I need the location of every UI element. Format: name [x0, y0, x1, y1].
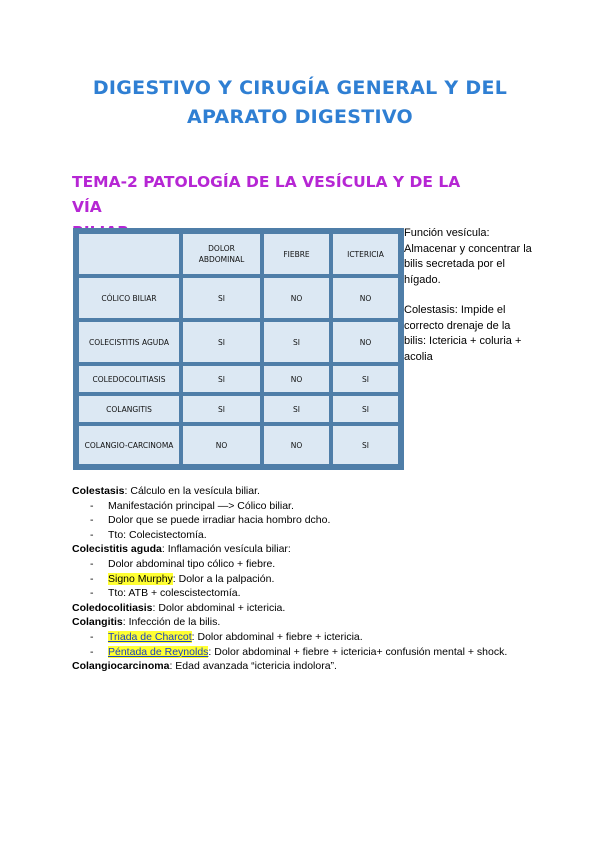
table-cell: NO [333, 278, 398, 318]
table-cell: NO [333, 322, 398, 362]
table-cell: NO [264, 278, 329, 318]
list-item: - Manifestación principal —> Cólico biliar. [90, 499, 294, 512]
term-colangitis: Colangitis [72, 616, 123, 629]
table-row-label: COLANGITIS [79, 396, 179, 422]
def-colecistitis: : Inflamación vesícula biliar: [161, 543, 291, 556]
table-row-label: CÓLICO BILIAR [79, 278, 179, 318]
link-triada-charcot[interactable]: Triada de Charcot [108, 630, 192, 643]
term-colecistitis: Colecistitis aguda [72, 543, 162, 556]
table-cell: SI [333, 396, 398, 422]
table-row [79, 366, 398, 392]
list-colecistitis [72, 557, 532, 601]
document-title [60, 74, 540, 132]
def-colestasis: : Cálculo en la vesícula biliar. [124, 485, 260, 497]
table-row-label: COLEDOCOLITIASIS [79, 366, 179, 392]
note-coledocolitiasis [72, 601, 532, 616]
table-cell: NO [183, 426, 260, 464]
term-coledocolitiasis: Coledocolitiasis [72, 601, 153, 614]
document-title-line2: APARATO DIGESTIVO [187, 106, 413, 128]
table-row [79, 278, 398, 318]
list-colangitis [72, 630, 532, 659]
side-note-funcion: Función vesícula: Almacenar y concentrar la bilis secretada por el hígado. [404, 227, 532, 286]
table-row [79, 426, 398, 464]
note-colangiocarcinoma [72, 659, 532, 674]
def-colangiocarcinoma: : Edad avanzada “ictericia indolora”. [169, 660, 337, 673]
table-row [79, 322, 398, 362]
list-colestasis [72, 499, 532, 543]
def-colangitis: : Infección de la bilis. [122, 616, 221, 629]
list-item: - Tto: ATB + colescistectomía. [90, 587, 241, 600]
table-row-label: COLECISTITIS AGUDA [79, 322, 179, 362]
table-cell: SI [183, 366, 260, 392]
table-cell: NO [264, 366, 329, 392]
highlight-signo-murphy: Signo Murphy [108, 572, 173, 585]
table-cell: SI [333, 366, 398, 392]
section-title-line1: TEMA-2 PATOLOGÍA DE LA VESÍCULA Y DE LA VÍA [72, 173, 461, 216]
list-item: - Péntada de Reynolds: Dolor abdominal + fiebre + ictericia+ confusión mental + shock. [90, 645, 508, 658]
table-cell: SI [264, 322, 329, 362]
table-header-cell [79, 234, 179, 274]
table-header-cell: ICTERICIA [333, 234, 398, 274]
table-cell: SI [264, 396, 329, 422]
table-header-cell: FIEBRE [264, 234, 329, 274]
side-notes [404, 226, 534, 380]
table-cell: SI [183, 322, 260, 362]
list-item: - Dolor que se puede irradiar hacia hombro dcho. [90, 514, 331, 527]
table-row [79, 396, 398, 422]
note-colecistitis [72, 542, 532, 557]
term-colestasis: Colestasis [72, 485, 125, 497]
notes-section [72, 484, 532, 674]
note-colestasis [72, 484, 532, 499]
table-row-label: COLANGIO-CARCINOMA [79, 426, 179, 464]
term-colangiocarcinoma: Colangiocarcinoma [72, 660, 170, 673]
table-cell: NO [264, 426, 329, 464]
list-item: - Tto: Colecistectomía. [90, 528, 207, 541]
table-header-row [79, 234, 398, 274]
table-cell: SI [183, 278, 260, 318]
note-colangitis [72, 615, 532, 630]
comparison-table [73, 228, 404, 470]
def-coledocolitiasis: : Dolor abdominal + ictericia. [152, 601, 286, 614]
table-cell: SI [183, 396, 260, 422]
side-note-colestasis: Colestasis: Impide el correcto drenaje de la bilis: Ictericia + coluria + acolia [404, 304, 522, 363]
link-pentada-reynolds[interactable]: Péntada de Reynolds [108, 645, 209, 658]
document-title-line1: DIGESTIVO Y CIRUGÍA GENERAL Y DEL [92, 77, 508, 99]
list-item: - Signo Murphy: Dolor a la palpación. [90, 572, 275, 585]
table-header-cell: DOLOR ABDOMINAL [183, 234, 260, 274]
table-cell: SI [333, 426, 398, 464]
list-item: - Dolor abdominal tipo cólico + fiebre. [90, 557, 276, 570]
list-item: - Triada de Charcot: Dolor abdominal + fiebre + ictericia. [90, 630, 363, 643]
